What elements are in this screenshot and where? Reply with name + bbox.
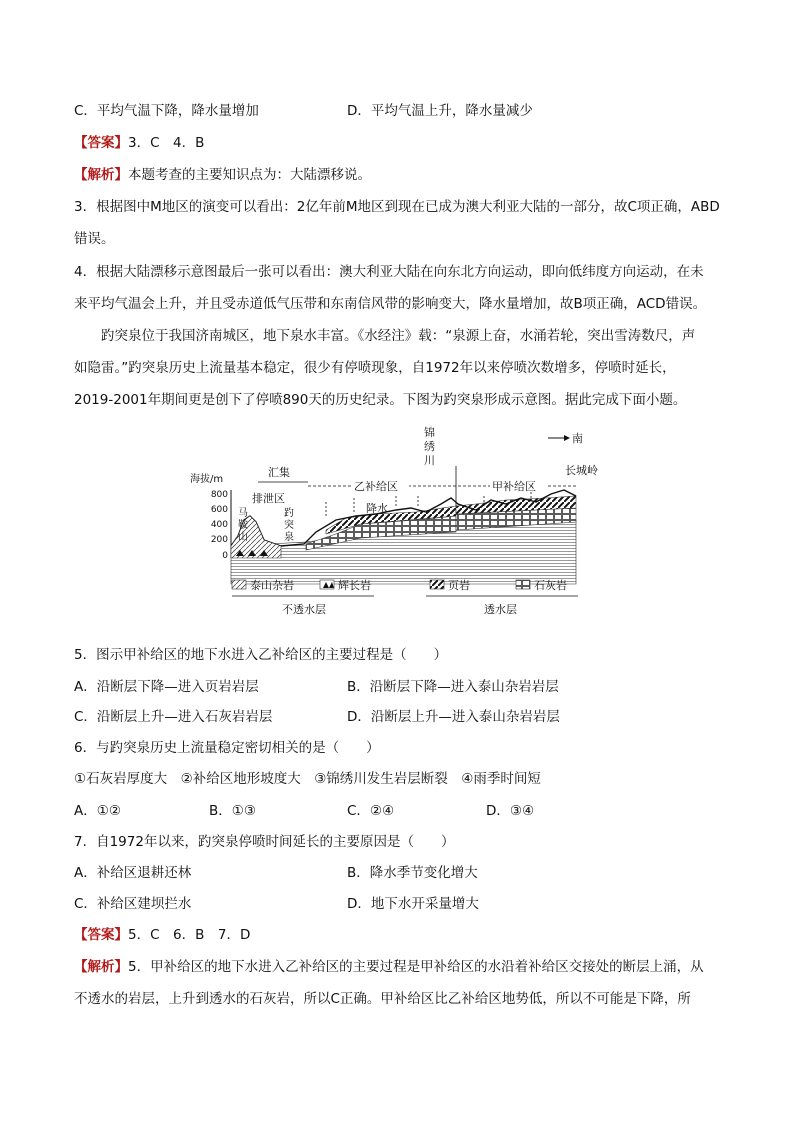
zone-paixie: 排泄区 (252, 492, 285, 505)
maan-label-2: 鞍 (238, 520, 248, 531)
legend-yeyan: 页岩 (448, 579, 470, 592)
q7-option-c: C．补给区建坝拦水 (74, 896, 192, 912)
explanation-3-line1: 3．根据图中M地区的演变可以看出：2亿年前M地区到现在已成为澳大利亚大陆的一部分，故C项正确，ABD (74, 199, 720, 215)
legend-shihui: 石灰岩 (534, 579, 567, 592)
explanation-tag-2: 【解析】 (74, 959, 128, 975)
yaxis-label: 海拔/m (190, 474, 224, 485)
q5-option-c: C．沿断层上升—进入石灰岩岩层 (74, 709, 273, 725)
q5-option-b: B．沿断层下降—进入泰山杂岩岩层 (347, 679, 559, 695)
jinxiu-label-3: 川 (424, 454, 435, 467)
maan-label-3: 山 (238, 532, 248, 543)
legend-toushui: 透水层 (484, 603, 517, 616)
q6-items: ①石灰岩厚度大 ②补给区地形坡度大 ③锦绣川发生岩层断裂 ④雨季时间短 (74, 771, 541, 787)
ytick-0: 0 (222, 551, 228, 561)
answer-tag: 【答案】 (74, 135, 128, 151)
q7-option-b: B．降水季节变化增大 (347, 865, 478, 881)
explanation-4-line2: 来平均气温会上升，并且受赤道低气压带和东南信风带的影响变大，降水量增加，故B项正确，ACD错误。 (74, 296, 707, 312)
q6-option-b: B．①③ (209, 803, 256, 819)
ytick-600: 600 (210, 505, 228, 515)
changcheng-label: 长城岭 (565, 464, 598, 477)
answer-tag-2: 【答案】 (74, 927, 128, 943)
explanation-5-line1 (74, 957, 704, 977)
legend-yeyan-swatch (430, 580, 444, 589)
ytick-200: 200 (210, 535, 228, 545)
q6-option-a: A．①② (74, 803, 121, 819)
zone-jia: 甲补给区 (492, 480, 536, 493)
explanation-text: 本题考查的主要知识点为：大陆漂移说。 (128, 167, 371, 183)
zone-huiji: 汇集 (268, 466, 290, 479)
answer-text-2: 5．C 6．B 7．D (128, 927, 251, 943)
answer-34 (74, 133, 204, 153)
zone-yi: 乙补给区 (354, 480, 398, 493)
maan-label-1: 马 (238, 508, 248, 519)
legend-taishan: 泰山杂岩 (250, 579, 294, 592)
legend-butoushui: 不透水层 (282, 603, 326, 616)
baotu-label-2: 突 (284, 520, 294, 531)
q7-option-a: A．补给区退耕还林 (74, 865, 192, 881)
q7-stem: 7．自1972年以来，趵突泉停喷时间延长的主要原因是（ ） (74, 834, 455, 850)
passage-line2: 如隐雷。”趵突泉历史上流量基本稳定，很少有停喷现象，自1972年以来停喷次数增多，停喷时延长， (74, 360, 676, 376)
explanation-5-line2: 不透水的岩层，上升到透水的石灰岩，所以C正确。甲补给区比乙补给区地势低，所以不可能是下降，所 (74, 991, 691, 1007)
explanation-4-line1: 4．根据大陆漂移示意图最后一张可以看出：澳大利亚大陆在向东北方向运动，即向低纬度方向运动，在未 (74, 264, 704, 280)
jinxiu-label-2: 绣 (424, 440, 435, 453)
option-d: D．平均气温上升，降水量减少 (347, 103, 533, 119)
explanation-tag: 【解析】 (74, 167, 128, 183)
diagram-svg (186, 424, 598, 624)
q6-option-d: D．③④ (486, 803, 535, 819)
baotu-label-1: 趵 (284, 508, 294, 519)
direction-arrow-head (564, 435, 570, 441)
legend-shihui-swatch (516, 580, 530, 589)
answer-567 (74, 925, 250, 945)
passage-line1: 趵突泉位于我国济南城区，地下泉水丰富。《水经注》载：“泉源上奋，水涌若轮，突出雪涛数尺，声 (101, 328, 696, 344)
explanation-5-text: 5．甲补给区的地下水进入乙补给区的主要过程是甲补给区的水沿着补给区交接处的断层上涌，从 (128, 959, 704, 975)
q6-option-c: C．②④ (347, 803, 395, 819)
explanation-34 (74, 165, 371, 185)
q5-option-d: D．沿断层上升—进入泰山杂岩岩层 (347, 709, 560, 725)
legend-huichang: 辉长岩 (338, 579, 371, 592)
legend-taishan-swatch (232, 580, 246, 589)
explanation-3-line2: 错误。 (74, 231, 115, 247)
q5-option-a: A．沿断层下降—进入页岩岩层 (74, 679, 259, 695)
q6-stem: 6．与趵突泉历史上流量稳定密切相关的是（ ） (74, 740, 380, 756)
ytick-400: 400 (210, 520, 228, 530)
north-label: 南 (572, 432, 583, 445)
answer-text: 3．C 4．B (128, 135, 205, 151)
q5-stem: 5．图示甲补给区的地下水进入乙补给区的主要过程是（ ） (74, 647, 448, 663)
baotu-spring-diagram (186, 424, 598, 624)
q7-option-d: D．地下水开采量增大 (347, 896, 479, 912)
rain-label: 降水 (366, 502, 388, 515)
ytick-800: 800 (210, 490, 228, 500)
baotu-label-3: 泉 (284, 532, 294, 543)
jinxiu-label-1: 锦 (424, 426, 435, 439)
option-c: C．平均气温下降，降水量增加 (74, 103, 259, 119)
passage-line3: 2019-2001年期间更是创下了停喷890天的历史纪录。下图为趵突泉形成示意图。据此完成下面小题。 (74, 392, 687, 408)
